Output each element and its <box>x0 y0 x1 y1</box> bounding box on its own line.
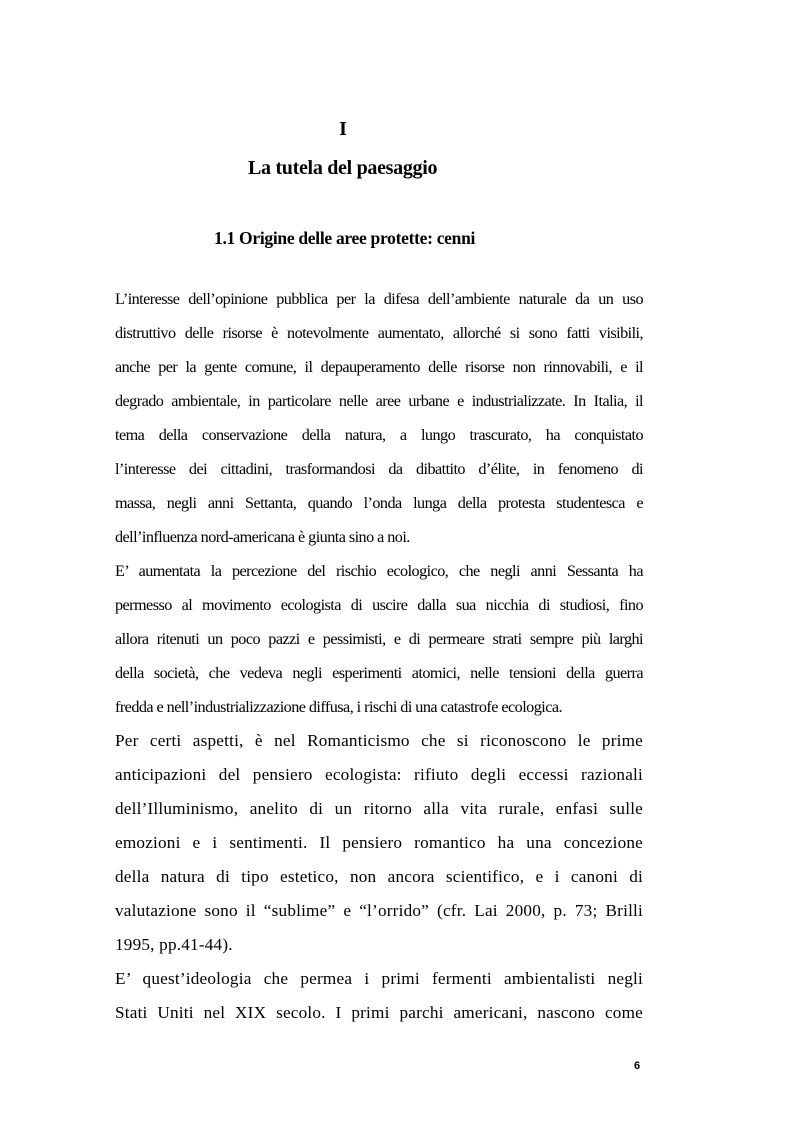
text-line: massa, negli anni Settanta, quando l’onda lunga della protesta studentesca e <box>115 494 643 512</box>
text-line: Per certi aspetti, è nel Romanticismo che si riconoscono le prime <box>115 731 643 750</box>
text-line: E’ quest’ideologia che permea i primi fermenti ambientalisti negli <box>115 969 643 988</box>
text-line: anche per la gente comune, il depauperamento delle risorse non rinnovabili, e il <box>115 358 643 376</box>
text-line: dell’influenza nord-americana è giunta sino a noi. <box>115 528 410 546</box>
text-line: della società, che vedeva negli esperimenti atomici, nelle tensioni della guerra <box>115 664 643 682</box>
text-line: della natura di tipo estetico, non ancora scientifico, e i canoni di <box>115 867 643 886</box>
text-line: tema della conservazione della natura, a lungo trascurato, ha conquistato <box>115 426 643 444</box>
text-line: dell’Illuminismo, anelito di un ritorno alla vita rurale, enfasi sulle <box>115 799 643 818</box>
text-line: anticipazioni del pensiero ecologista: rifiuto degli eccessi razionali <box>115 765 643 784</box>
text-line: E’ aumentata la percezione del rischio ecologico, che negli anni Sessanta ha <box>115 562 643 580</box>
section-title: 1.1 Origine delle aree protette: cenni <box>214 228 476 248</box>
text-line: allora ritenuti un poco pazzi e pessimisti, e di permeare strati sempre più larghi <box>115 630 643 648</box>
body-text <box>115 282 643 1030</box>
text-line: permesso al movimento ecologista di uscire dalla sua nicchia di studiosi, fino <box>115 596 643 614</box>
text-line: distruttivo delle risorse è notevolmente aumentato, allorché si sono fatti visibili, <box>115 324 643 342</box>
text-line: emozioni e i sentimenti. Il pensiero romantico ha una concezione <box>115 833 643 852</box>
text-line: degrado ambientale, in particolare nelle aree urbane e industrializzate. In Italia, il <box>115 392 643 410</box>
text-line: l’interesse dei cittadini, trasformandosi da dibattito d’élite, in fenomeno di <box>115 460 643 478</box>
chapter-number: I <box>339 118 347 140</box>
text-line: fredda e nell’industrializzazione diffusa, i rischi di una catastrofe ecologica. <box>115 698 562 716</box>
page-number: 6 <box>634 1060 641 1072</box>
text-line: valutazione sono il “sublime” e “l’orrido” (cfr. Lai 2000, p. 73; Brilli <box>115 901 643 920</box>
text-line: Stati Uniti nel XIX secolo. I primi parchi americani, nascono come <box>115 1003 643 1022</box>
text-line: L’interesse dell’opinione pubblica per la difesa dell’ambiente naturale da un uso <box>115 290 643 308</box>
chapter-title: La tutela del paesaggio <box>248 157 438 179</box>
text-line: 1995, pp.41-44). <box>115 935 233 954</box>
